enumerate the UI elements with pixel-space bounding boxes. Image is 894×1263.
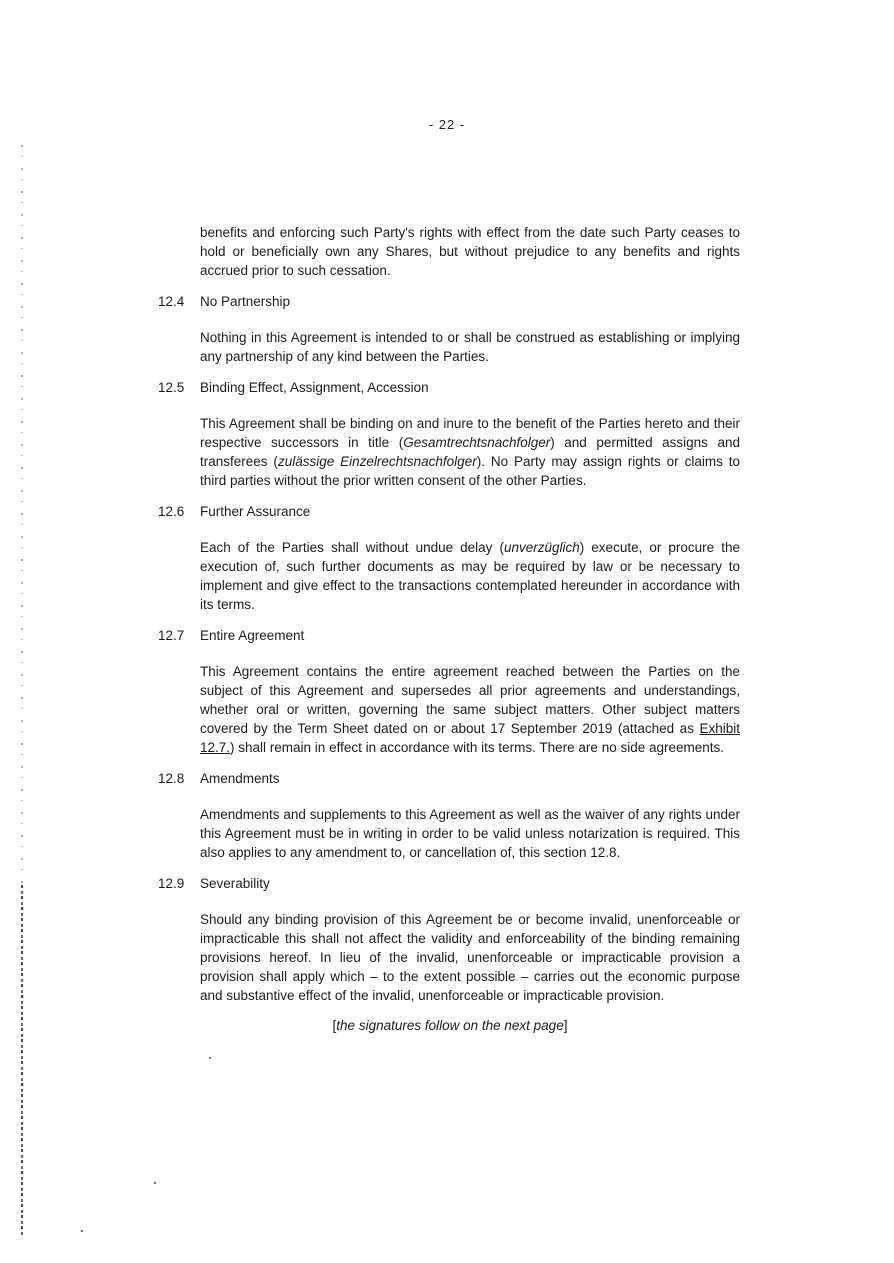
section-number: 12.5 xyxy=(158,380,185,395)
scan-artifact-left-edge-lower xyxy=(21,885,23,1235)
scan-speck xyxy=(81,1230,83,1232)
section-number: 12.8 xyxy=(158,771,185,786)
text-segment: [ xyxy=(332,1018,337,1033)
section-heading-12.6 xyxy=(158,502,740,521)
text-segment: ) and permitted assigns and transferees ( xyxy=(200,435,740,469)
scan-speck xyxy=(209,1057,211,1059)
text-segment: ) execute, or procure the execution of, such further documents as may be required by law or be necessary to implement and give effect to the transactions contemplated hereunder in accordance with its terms. xyxy=(200,540,740,612)
text-segment: Gesamtrechtsnachfolger xyxy=(403,435,551,450)
text-segment: benefits and enforcing such Party's rights with effect from the date such Party ceases to hold or beneficially own any Shares, but without prejudice to any benefits and rights accrued prior to such cessation. xyxy=(200,225,740,278)
section-title: Entire Agreement xyxy=(200,628,305,643)
section-heading-12.7 xyxy=(158,626,740,645)
text-segment: Should any binding provision of this Agreement be or become invalid, unenforceable or impracticable this shall not affect the validity and enforceability of the binding remaining provisions hereof. In lieu of the invalid, unenforceable or impracticable provision a provision shall apply which – to the extent possible – carries out the economic purpose and substantive effect of the invalid, unenforceable or impracticable provision. xyxy=(200,912,740,1003)
text-segment: ) shall remain in effect in accordance with its terms. There are no side agreements. xyxy=(230,740,725,755)
section-paragraph-12.8 xyxy=(200,805,740,862)
text-segment: unverzüglich xyxy=(503,540,580,555)
section-number: 12.7 xyxy=(158,628,185,643)
page-number: - 22 - xyxy=(428,117,466,132)
document-content xyxy=(158,223,740,1035)
text-segment: This Agreement contains the entire agreement reached between the Parties on the subject of this Agreement and supersedes all prior agreements and understandings, whether oral or written, governing the same subject matters. Other subject matters covered by the Term Sheet dated on or about 17 September 2019 (attached as xyxy=(200,664,740,736)
text-segment: Exhibit 12.7. xyxy=(200,721,740,755)
scan-artifact-left-edge-upper xyxy=(21,145,23,885)
section-paragraph-12.7 xyxy=(200,662,740,757)
section-title: Further Assurance xyxy=(200,504,311,519)
section-number: 12.6 xyxy=(158,504,185,519)
text-segment: zulässige Einzelrechtsnachfolger xyxy=(277,454,477,469)
text-segment: Amendments and supplements to this Agreement as well as the waiver of any rights under this Agreement must be in writing in order to be valid unless notarization is required. This also applies to any amendment to, or cancellation of, this section 12.8. xyxy=(200,807,740,860)
text-segment: This Agreement shall be binding on and inure to the benefit of the Parties hereto and their respective successors in title ( xyxy=(200,416,740,450)
text-segment: Each of the Parties shall without undue delay ( xyxy=(200,540,504,555)
text-segment: the signatures follow on the next page xyxy=(336,1018,564,1033)
section-paragraph-12.5 xyxy=(200,414,740,490)
section-paragraph-12.6 xyxy=(200,538,740,614)
section-number: 12.4 xyxy=(158,294,185,309)
section-heading-12.8 xyxy=(158,769,740,788)
text-segment: Nothing in this Agreement is intended to or shall be construed as establishing or implying any partnership of any kind between the Parties. xyxy=(200,330,740,364)
text-segment: ). No Party may assign rights or claims to third parties without the prior written consent of the other Parties. xyxy=(200,454,740,488)
section-heading-12.5 xyxy=(158,378,740,397)
sections-container xyxy=(158,292,740,1005)
section-paragraph-12.4 xyxy=(200,328,740,366)
section-heading-12.9 xyxy=(158,874,740,893)
scan-speck xyxy=(154,1182,156,1184)
signature-note xyxy=(200,1016,700,1035)
section-number: 12.9 xyxy=(158,876,185,891)
section-title: Binding Effect, Assignment, Accession xyxy=(200,380,429,395)
section-paragraph-12.9 xyxy=(200,910,740,1005)
section-title: Severability xyxy=(200,876,270,891)
section-title: No Partnership xyxy=(200,294,291,309)
text-segment: ] xyxy=(563,1018,568,1033)
section-title: Amendments xyxy=(200,771,280,786)
section-heading-12.4 xyxy=(158,292,740,311)
intro-paragraph xyxy=(200,223,740,280)
